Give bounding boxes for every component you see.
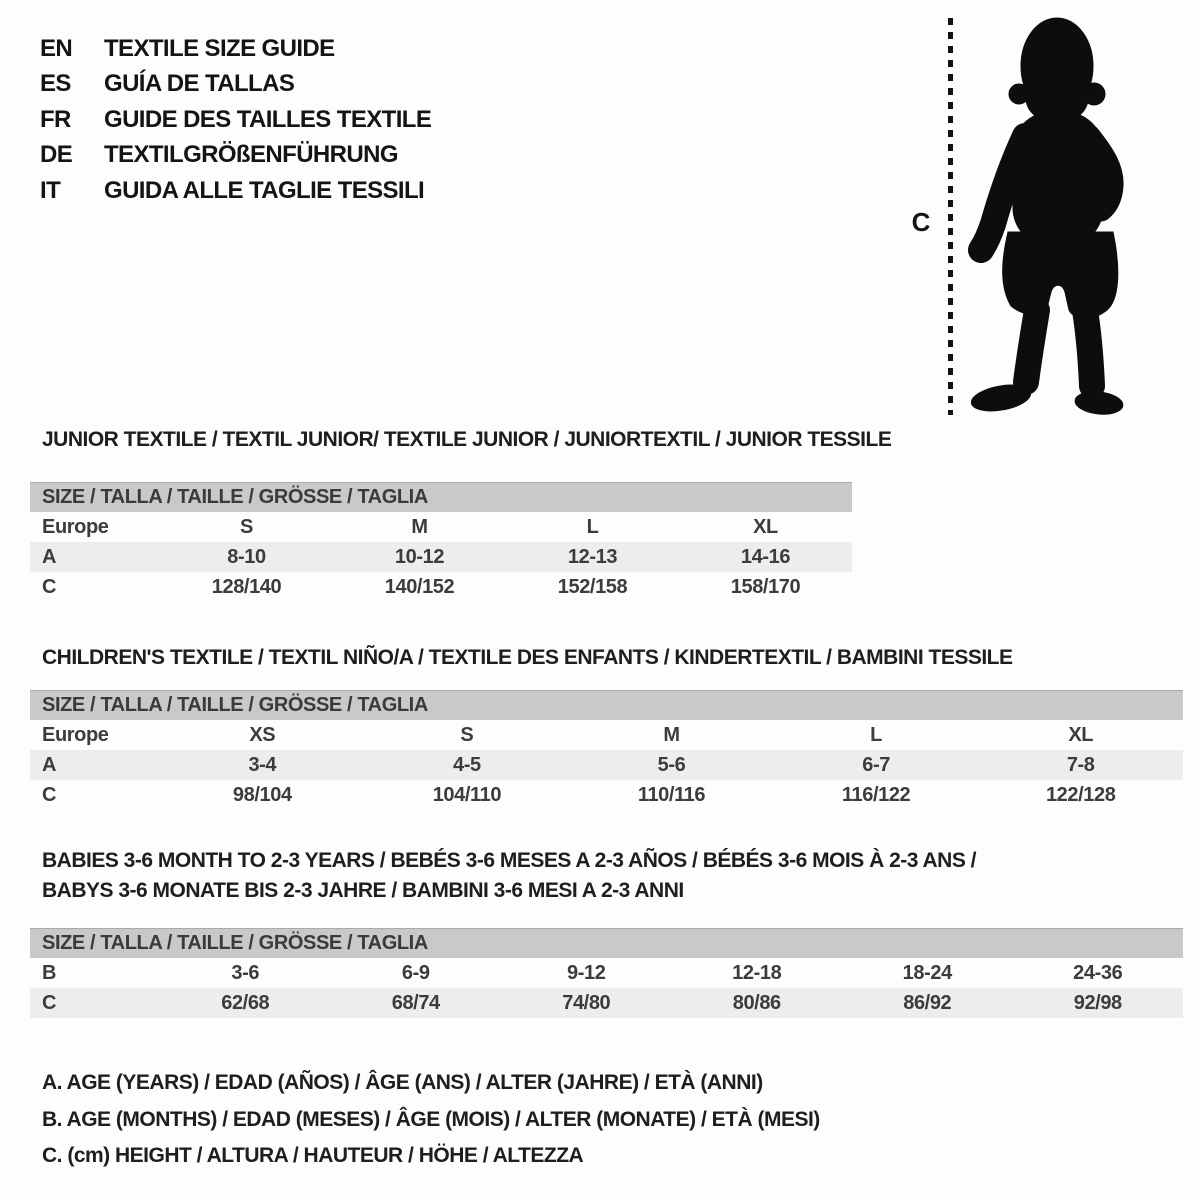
junior-table (30, 512, 852, 602)
babies-size-header-bar: SIZE / TALLA / TAILLE / GRÖSSE / TAGLIA (30, 928, 1183, 958)
guide-title-en: TEXTILE SIZE GUIDE (104, 34, 335, 62)
size-cell: S (240, 515, 253, 538)
row-label: Europe (42, 515, 109, 538)
height-cell: 86/92 (903, 991, 952, 1014)
language-code: FR (40, 105, 71, 133)
children-table (30, 720, 1183, 810)
row-label: Europe (42, 723, 109, 746)
height-cell: 104/110 (432, 783, 502, 806)
height-cell: 152/158 (557, 575, 628, 598)
age-cell: 9-12 (567, 961, 606, 984)
height-cell: 122/128 (1045, 783, 1116, 806)
row-label: B (42, 961, 57, 984)
age-cell: 10-12 (394, 545, 445, 568)
language-code: IT (40, 176, 61, 204)
language-code: ES (40, 70, 71, 98)
table-row (30, 572, 852, 602)
language-row-de (40, 138, 431, 174)
babies-table (30, 958, 1183, 1018)
height-cell: 116/122 (841, 783, 911, 806)
babies-table-title-line1: BABIES 3-6 MONTH TO 2-3 YEARS / BEBÉS 3-6 MESES A 2-3 AÑOS / BÉBÉS 3-6 MOIS À 2-3 ANS / (42, 849, 977, 872)
age-cell: 7-8 (1066, 753, 1095, 776)
junior-table-title: JUNIOR TEXTILE / TEXTIL JUNIOR/ TEXTILE JUNIOR / JUNIORTEXTIL / JUNIOR TESSILE (42, 428, 892, 451)
height-cell: 110/116 (637, 783, 706, 806)
size-cell: L (870, 723, 882, 746)
height-cell: 62/68 (221, 991, 270, 1014)
size-cell: S (460, 723, 474, 746)
guide-title-es: GUÍA DE TALLAS (104, 70, 295, 98)
age-cell: 3-6 (231, 961, 260, 984)
age-cell: 5-6 (657, 753, 686, 776)
guide-title-de: TEXTILGRÖßENFÜHRUNG (104, 141, 398, 169)
age-cell: 24-36 (1073, 961, 1123, 984)
size-cell: XL (1068, 723, 1094, 746)
height-cell: 92/98 (1073, 991, 1122, 1014)
size-cell: M (411, 515, 428, 538)
height-cell: 74/80 (562, 991, 611, 1014)
height-cell: 68/74 (391, 991, 440, 1014)
table-row (30, 512, 852, 542)
language-row-fr (40, 102, 431, 138)
language-row-es (40, 67, 431, 103)
age-cell: 4-5 (453, 753, 481, 776)
junior-size-header-bar: SIZE / TALLA / TAILLE / GRÖSSE / TAGLIA (30, 482, 852, 512)
age-cell: 14-16 (740, 545, 791, 568)
height-cell: 128/140 (211, 575, 282, 598)
legend-line-b: B. AGE (MONTHS) / EDAD (MESES) / ÂGE (MOIS) / ALTER (MONATE) / ETÀ (MESI) (42, 1108, 820, 1131)
height-cell: 158/170 (730, 575, 801, 598)
language-code: DE (40, 141, 73, 169)
babies-table-title-line2: BABYS 3-6 MONATE BIS 2-3 JAHRE / BAMBINI 3-6 MESI A 2-3 ANNI (42, 879, 684, 902)
age-cell: 12-18 (732, 961, 782, 984)
language-code: EN (40, 34, 73, 62)
table-row (30, 780, 1183, 810)
table-row (30, 720, 1183, 750)
table-row (30, 958, 1183, 988)
row-label: C (42, 783, 57, 806)
table-row (30, 750, 1183, 780)
size-cell: L (586, 515, 599, 538)
toddler-silhouette-icon (963, 14, 1135, 416)
legend-line-c: C. (cm) HEIGHT / ALTURA / HAUTEUR / HÖHE / ALTEZZA (42, 1144, 584, 1167)
language-title-list (40, 31, 431, 209)
height-measure-label: C (911, 207, 931, 237)
age-cell: 6-7 (862, 753, 890, 776)
age-cell: 18-24 (902, 961, 952, 984)
row-label: A (42, 545, 57, 568)
age-cell: 12-13 (567, 545, 618, 568)
guide-title-it: GUIDA ALLE TAGLIE TESSILI (104, 176, 425, 204)
size-cell: XS (249, 723, 276, 746)
size-cell: M (663, 723, 680, 746)
age-cell: 6-9 (401, 961, 430, 984)
language-row-en (40, 31, 431, 67)
size-cell: XL (753, 515, 778, 538)
legend-line-a: A. AGE (YEARS) / EDAD (AÑOS) / ÂGE (ANS) / ALTER (JAHRE) / ETÀ (ANNI) (42, 1071, 763, 1094)
row-label: A (42, 753, 57, 776)
height-measure-dashed-line (948, 18, 953, 415)
table-row (30, 542, 852, 572)
age-cell: 3-4 (248, 753, 277, 776)
language-row-it (40, 173, 431, 209)
height-cell: 98/104 (232, 783, 292, 806)
children-table-title: CHILDREN'S TEXTILE / TEXTIL NIÑO/A / TEXTILE DES ENFANTS / KINDERTEXTIL / BAMBINI TESSILE (42, 646, 1013, 669)
table-row (30, 988, 1183, 1018)
row-label: C (42, 991, 57, 1014)
age-cell: 8-10 (227, 545, 266, 568)
children-size-header-bar: SIZE / TALLA / TAILLE / GRÖSSE / TAGLIA (30, 690, 1183, 720)
guide-title-fr: GUIDE DES TAILLES TEXTILE (104, 105, 432, 133)
row-label: C (42, 575, 57, 598)
height-cell: 80/86 (732, 991, 781, 1014)
height-cell: 140/152 (384, 575, 455, 598)
